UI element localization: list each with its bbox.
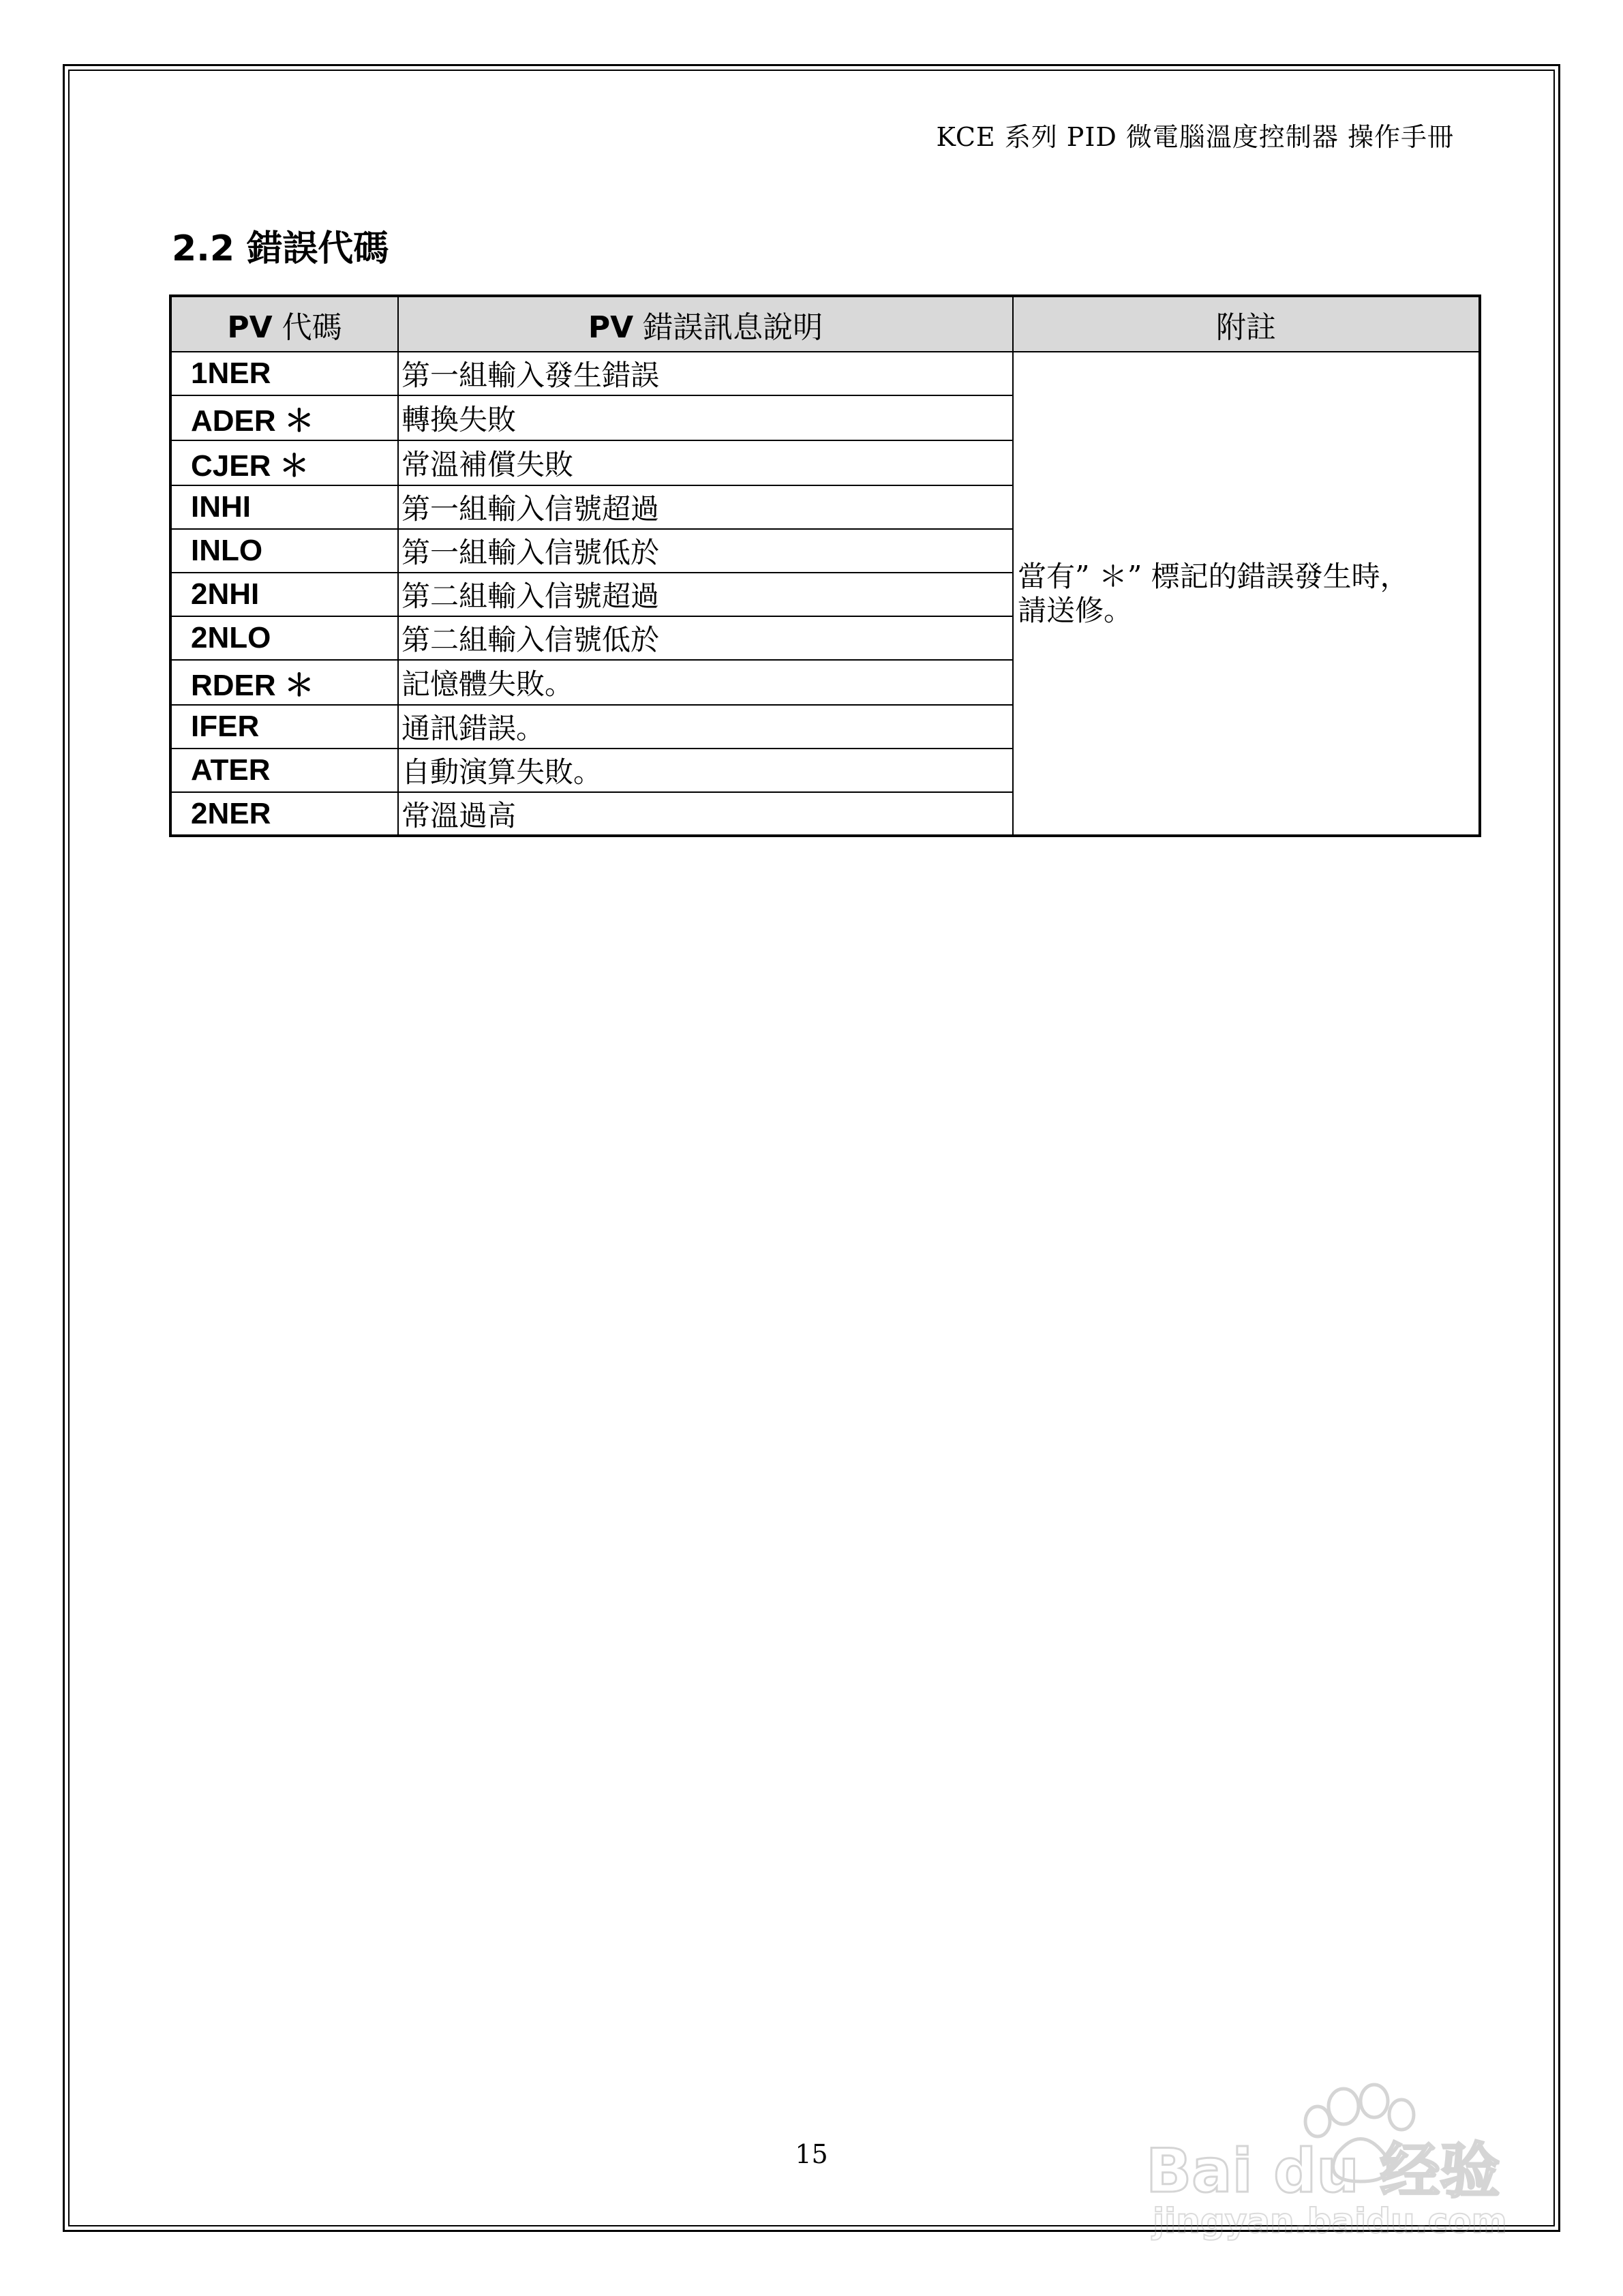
baidu-jingyan-watermark <box>1139 2079 1521 2243</box>
error-code-cell: INLO <box>170 529 398 573</box>
table-header-row <box>170 296 1480 352</box>
error-code-table <box>169 294 1481 837</box>
error-description-cell: 自動演算失敗。 <box>398 749 1013 792</box>
error-code-cell: ADER ＊ <box>170 395 398 440</box>
note-line-2: 請送修。 <box>1018 593 1133 627</box>
header-note: 附註 <box>1013 296 1480 352</box>
error-code-cell: IFER <box>170 705 398 749</box>
error-description-cell: 常溫過高 <box>398 792 1013 836</box>
note-cell <box>1013 352 1480 836</box>
error-description-cell: 第一組輸入信號低於 <box>398 529 1013 573</box>
error-code-cell: ATER <box>170 749 398 792</box>
page-number: 15 <box>795 2139 828 2169</box>
error-code-cell: 1NER <box>170 352 398 395</box>
error-description-cell: 第二組輸入信號低於 <box>398 616 1013 660</box>
watermark-url: jingyan.baidu.com <box>1153 2201 1507 2241</box>
error-description-cell: 轉換失敗 <box>398 395 1013 440</box>
error-code-cell: 2NER <box>170 792 398 836</box>
error-code-cell: 2NLO <box>170 616 398 660</box>
note-line-1: 當有” ＊” 標記的錯誤發生時， <box>1018 559 1409 593</box>
error-description-cell: 第一組輸入信號超過 <box>398 485 1013 529</box>
error-description-cell: 常溫補償失敗 <box>398 440 1013 485</box>
error-code-cell: INHI <box>170 485 398 529</box>
error-code-cell: 2NHI <box>170 573 398 616</box>
error-description-cell: 第一組輸入發生錯誤 <box>398 352 1013 395</box>
header-pv-code: PV 代碼 <box>170 296 398 352</box>
table-row <box>170 352 1480 395</box>
error-description-cell: 第二組輸入信號超過 <box>398 573 1013 616</box>
section-title: 2.2 錯誤代碼 <box>172 228 389 269</box>
error-code-cell: RDER ＊ <box>170 660 398 705</box>
error-code-cell: CJER ＊ <box>170 440 398 485</box>
watermark-logo: Bai du 经验 <box>1146 2136 1500 2206</box>
running-header: KCE 系列 PID 微電腦溫度控制器 操作手冊 <box>936 122 1454 152</box>
error-description-cell: 記憶體失敗。 <box>398 660 1013 705</box>
header-pv-error-description: PV 錯誤訊息說明 <box>398 296 1013 352</box>
error-description-cell: 通訊錯誤。 <box>398 705 1013 749</box>
